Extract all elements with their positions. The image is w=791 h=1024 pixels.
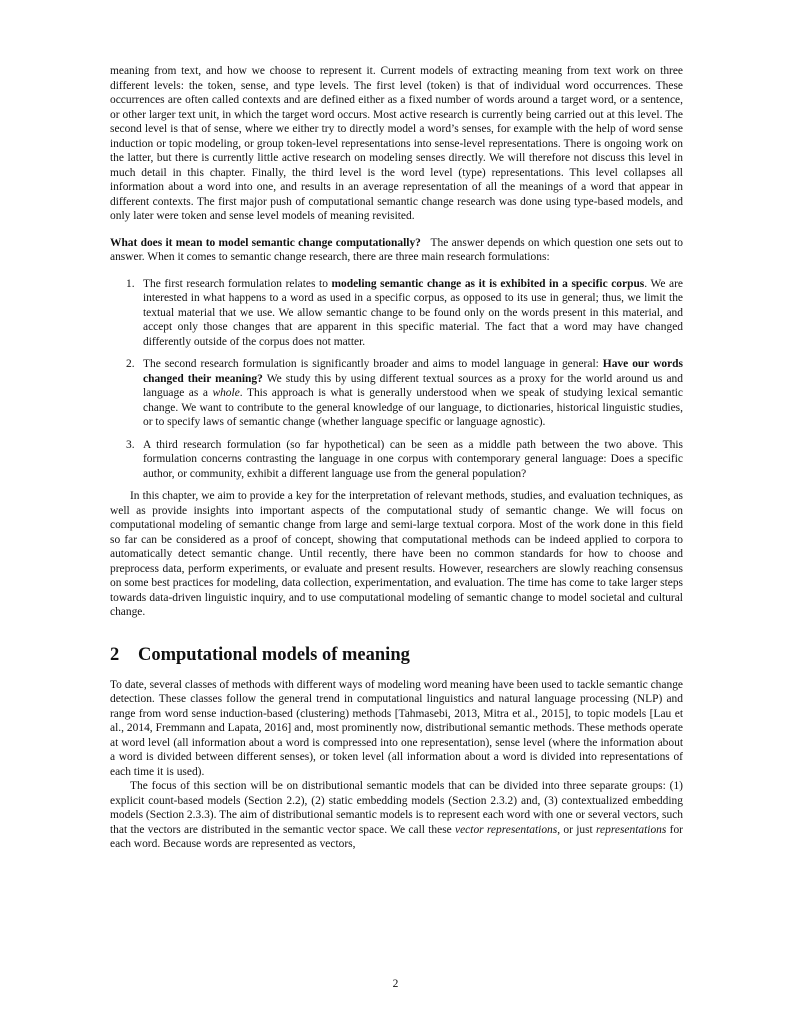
chapter-paragraph: In this chapter, we aim to provide a key for the interpretation of relevant methods, studies, and evaluation techniques, as well as provide insights into important aspects of the computational study of semantic change. We will focus on computational modeling of semantic change from large and semi-large textual corpora. Most of the work done in this field so far can be considered as a proof of concept, showing that computational methods can be indeed applied to corpora to automatically detect semantic change. Until recently, there have been no common standards for how to choose and preprocess data, perform experiments, or evaluate and present results. However, researchers are slowly reaching consensus on some best practices for modeling, data collection, experimentation, and evaluation. The time has come to take larger steps towards data-driven linguistic inquiry, and to use computational modeling of semantic change to model societal and cultural change. <box>110 490 683 618</box>
list-item: 3. A third research formulation (so far hypothetical) can be seen as a middle path between the two above. This formulation concerns contrasting the language in one corpus with contemporary general language: Does a specific author, or community, exhibit a different language use from the general population? <box>126 438 683 480</box>
section-title: Computational models of meaning <box>138 644 410 665</box>
page-body <box>110 64 683 852</box>
section-paragraph-2: The focus of this section will be on distributional semantic models that can be divided into three separate groups: (1) explicit count-based models (Section 2.2), (2) static embedding models (Section 2.3.2) and, (3) contextualized embedding models (Section 2.3.3). The aim of distributional semantic models is to represent each word with one or several vectors, such that the vectors are distributed in the semantic vector space. We call these vector representations, or just representations for each word. Because words are represented as vectors, <box>110 780 683 850</box>
list-item: 2. The second research formulation is significantly broader and aims to model language in general: Have our words changed their meaning? We study this by using different textual sources as a proxy for the world around us and language as a whole. This approach is what is generally understood when we speak of studying lexical semantic change. We want to contribute to the general knowledge of our language, to dictionaries, historical linguistic studies, or to specify laws of semantic change (whether language specific or language agnostic). <box>126 358 684 428</box>
page-number: 2 <box>392 978 399 990</box>
section-number: 2 <box>110 644 120 665</box>
list-item: 1. The first research formulation relates to modeling semantic change as it is exhibited in a specific corpus. We are interested in what happens to a word as used in a specific corpus, as opposed to its use in general; thus, we limit the textual material that we use. We allow semantic change to be found only on the words present in this material, and accept only those changes that are apparent in this specific material. The fact that a word may have changed differently outside of the corpus does not matter. <box>126 277 683 348</box>
research-formulations-list <box>110 277 683 482</box>
question-paragraph <box>110 236 683 265</box>
section-paragraph-1: To date, several classes of methods with different ways of modeling word meaning have been used to tackle semantic change detection. These classes follow the general trend in computational linguistics and natural language processing (NLP) and range from word sense induction-based (clustering) methods [Tahmasebi, 2013, Mitra et al., 2015], to topic models [Lau et al., 2014, Fremmann and Lapata, 2016] and, most prominently now, distributional semantic methods. These methods operate at word level (all information about a word is compressed into one representation), sense level (where the information about a word is divided between different senses), or token level (all information about a word is divided into representations of each time it is used). <box>110 678 683 778</box>
section-heading <box>110 644 683 666</box>
list-item-number: 1. <box>126 277 135 290</box>
intro-paragraph: meaning from text, and how we choose to represent it. Current models of extracting meaning from text work on three different levels: the token, sense, and type levels. The first level (token) is that of individual word occurrences. These occurrences are often called contexts and are defined either as a fixed number of words around a target word, or a sentence, or other larger text unit, in which the target word occurs. Most active research is currently being carried out at this level. The second level is that of sense, where we either try to directly model a word’s senses, for example with the help of word sense induction or topic modeling, or group token-level representations into sense-level representations. There is ongoing work on the latter, but there is currently little active research on modeling senses directly. We will therefore not discuss this level in much detail in this chapter. Finally, the third level is the word level (type) representations. This level collapses all information about a word into one, and results in an average representation of all the meanings of a word that appear in different contexts. The first major push of computational semantic change research was done using type-based models, and only later were token and sense level models of meaning revisited. <box>110 65 683 222</box>
list-item-number: 3. <box>126 438 135 451</box>
list-item-number: 2. <box>126 358 135 370</box>
question-heading: What does it mean to model semantic change computationally? <box>110 236 421 249</box>
question-text: The answer depends on which question one sets out to answer. When it comes to semantic change research, there are three main research formulations: <box>110 236 684 263</box>
